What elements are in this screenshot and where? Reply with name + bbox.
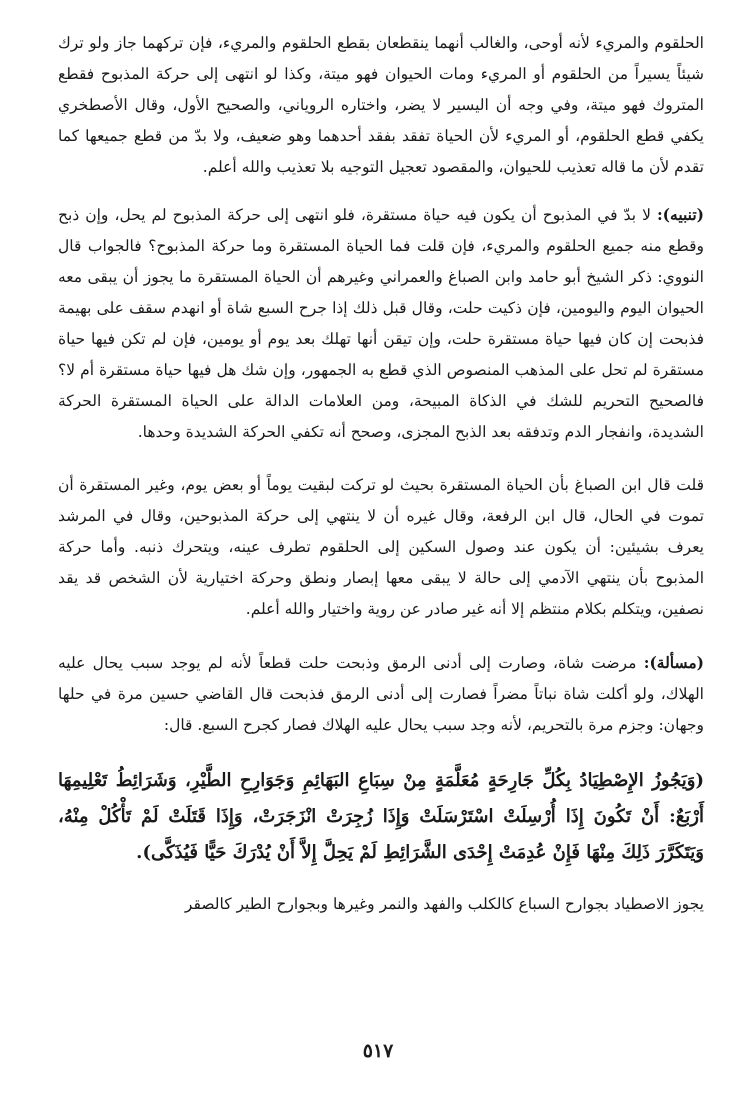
masala-label: (مسألة): xyxy=(643,653,704,672)
matn-paragraph: (وَيَجُوزُ الإِصْطِيَادُ بِكُلِّ جَارِحَةٍ مُعَلَّمَةٍ مِنْ سِبَاعِ البَهَائِمِ وَجَوَارِحِ الطَّيْرِ، وَشَرَائِطُ تَعْلِيمِهَا أَرْبَعٌ: أَنْ تَكُونَ إِذَا أُرْسِلَتْ اسْتَرْسَلَتْ وَإِذَا زُجِرَتْ انْزَجَرَتْ، وَإِذَا قَتَلَتْ لَمْ تَأْكُلْ مِنْهُ، وَيَتَكَرَّرَ ذَلِكَ مِنْهَا فَإِنْ عُدِمَتْ إِحْدَى الشَّرَائِطِ لَمْ يَحِلَّ إِلاَّ أَنْ يُدْرَكَ حَيًّا فَيُذَكَّى). xyxy=(58,770,704,863)
paragraph-3: قلت قال ابن الصباغ بأن الحياة المستقرة بحيث لو تركت لبقيت يوماً أو بعض يوم، وغير المستقرة أن تموت في الحال، قال ابن الرفعة، وقال غيره أن لا ينتهي إلى حركة المذبوحين، وقال في المرشد يعرف بشيئين: أن يكون عند وصول السكين إلى الحلقوم تطرف عينه، ويتحرك ذنبه. وأما حركة المذبوح بأن ينتهي الآدمي إلى حالة لا يبقى معها إبصار ونطق وحركة اختيارية لأن الشخص قد يقد نصفين، ويتكلم بكلام منتظم إلا أنه غير صادر عن روية واختيار والله أعلم. xyxy=(58,476,704,618)
paragraph-masala xyxy=(58,647,704,741)
page-number: ٥١٧ xyxy=(362,1040,394,1062)
paragraph-6: يجوز الاصطياد بجوارح السباع كالكلب والفهد والنمر وغيرها وبجوارح الطير كالصقر xyxy=(184,895,704,913)
tanbih-label: (تنبيه): xyxy=(656,205,704,224)
masala-text: مرضت شاة، وصارت إلى أدنى الرمق وذبحت حلت قطعاً لأنه لم يوجد سبب يحال عليه الهلاك، ولو أكلت شاة نباتاً مضراً فصارت إلى أدنى الرمق فذبحت قال القاضي حسين مرة في حلها وجهان: وجزم مرة بالتحريم، لأنه وجد سبب يحال عليه الهلاك فصار كجرح السبع. قال: xyxy=(58,654,704,734)
tanbih-text: لا بدّ في المذبوح أن يكون فيه حياة مستقرة، فلو انتهى إلى حركة المذبوح لم يحل، وإن ذبح وقطع منه جميع الحلقوم والمريء، فإن قلت فما الحياة المستقرة وما حركة المذبوح؟ فالجواب قال النووي: ذكر الشيخ أبو حامد وابن الصباغ والعمراني وغيرهم أن الحياة المستقرة ما يجوز أن يبقى معه الحيوان اليوم واليومين، فإن ذكيت حلت، وقال قبل ذلك إذا جرح السبع شاة أو انهدم سقف على بهيمة فذبحت إن كان فيها حياة مستقرة حلت، وإن تيقن أنها تهلك بعد يوم أو يومين، فإن لم تكن فيها حياة مستقرة لم تحل على المذهب المنصوص الذي قطع به الجمهور، وإن شك هل فيها حياة مستقرة أم لا؟ فالصحيح التحريم للشك في الذكاة المبيحة، ومن العلامات الدالة على الحياة المستقرة الحركة الشديدة، وانفجار الدم وتدفقه بعد الذبح المجزى، وصحح أنه تكفي الحركة الشديدة وحدها. xyxy=(58,206,704,441)
paragraph-1: الحلقوم والمريء لأنه أوحى، والغالب أنهما ينقطعان بقطع الحلقوم والمريء، فإن تركهما جاز ولو ترك شيئاً يسيراً من الحلقوم أو المريء ومات الحيوان فهو ميتة، وكذا لو انتهى إلى حركة المذبوح فقطع المتروك فهو ميتة، وفي وجه أن اليسير لا يضر، واختاره الروياني، والصحيح الأول، وقال الأصطخري يكفي قطع الحلقوم، أو المريء لأن الحياة تفقد بفقد أحدهما وهو ضعيف، ولا بدّ من قطع جميعها كما تقدم لأن ما قاله تعذيب للحيوان، والمقصود تعجيل التوجيه بلا تعذيب والله أعلم. xyxy=(58,34,704,176)
paragraph-tanbih xyxy=(58,199,704,448)
